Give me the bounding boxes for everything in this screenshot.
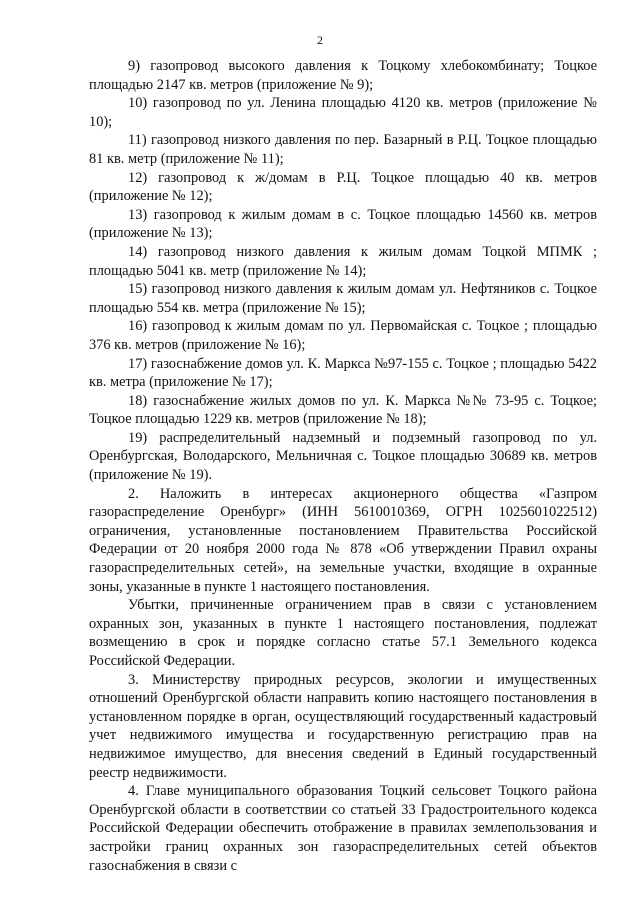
list-item-19: 19) распределительный надземный и подземный газопровод по ул. Оренбургская, Володарского, Мельничная с. Тоцкое площадью 30689 кв. метров (приложение № 19). [89,429,597,484]
clause-4: 4. Главе муниципального образования Тоцкий сельсовет Тоцкого района Оренбургской области в соответствии со статьей 33 Градостроительного кодекса Российской Федерации обеспечить отображение в правилах землепользования и застройки границ охранных зон газораспределительных сетей объектов газоснабжения в связи с [89,783,597,874]
clause-2: 2. Наложить в интересах акционерного общества «Газпром газораспределение Оренбург» (ИНН 5610010369, ОГРН 1025601022512) ограничения, установленные постановлением Правительства Российской Федерации от 20 ноября 2000 года № 878 «Об утверждении Правил охраны газораспределительных сетей», на земельные участки, входящие в охранные зоны, указанные в пункте 1 настоящего постановления. [89,485,597,595]
list-item-11: 11) газопровод низкого давления по пер. Базарный в Р.Ц. Тоцкое площадью 81 кв. метр (приложение № 11); [89,132,597,167]
list-item-15: 15) газопровод низкого давления к жилым домам ул. Нефтяников с. Тоцкое площадью 554 кв. метра (приложение № 15); [89,281,597,316]
clause-3: 3. Министерству природных ресурсов, экологии и имущественных отношений Оренбургской области направить копию настоящего постановления в установленном порядке в орган, осуществляющий государственный кадастровый учет недвижимого имущества и государственную регистрацию прав на недвижимое имущество, для внесения сведений в Единый государственный реестр недвижимости. [89,671,597,781]
document-body [89,57,597,875]
list-item-12: 12) газопровод к ж/домам в Р.Ц. Тоцкое площадью 40 кв. метров (приложение № 12); [89,169,597,205]
list-item-13: 13) газопровод к жилым домам в с. Тоцкое площадью 14560 кв. метров (приложение № 13); [89,206,597,242]
list-item-16: 16) газопровод к жилым домам по ул. Первомайская с. Тоцкое ; площадью 376 кв. метров (приложение № 16); [89,318,597,353]
list-item-9: 9) газопровод высокого давления к Тоцкому хлебокомбинату; Тоцкое площадью 2147 кв. метров (приложение № 9); [89,58,597,93]
clause-2-losses: Убытки, причиненные ограничением прав в связи с установлением охранных зон, указанных в пункте 1 настоящего постановления, подлежат возмещению в срок и порядке согласно статье 57.1 Земельного кодекса Российской Федерации. [89,597,597,669]
list-item-14: 14) газопровод низкого давления к жилым домам Тоцкой МПМК ; площадью 5041 кв. метр (приложение № 14); [89,243,597,279]
page-number: 2 [317,33,323,47]
list-item-18: 18) газоснабжение жилых домов по ул. К. Маркса №№ 73-95 с. Тоцкое; Тоцкое площадью 1229 кв. метров (приложение № 18); [89,392,597,428]
list-item-17: 17) газоснабжение домов ул. К. Маркса №97-155 с. Тоцкое ; площадью 5422 кв. метра (приложение № 17); [89,355,597,391]
list-item-10: 10) газопровод по ул. Ленина площадью 4120 кв. метров (приложение № 10); [89,95,597,130]
